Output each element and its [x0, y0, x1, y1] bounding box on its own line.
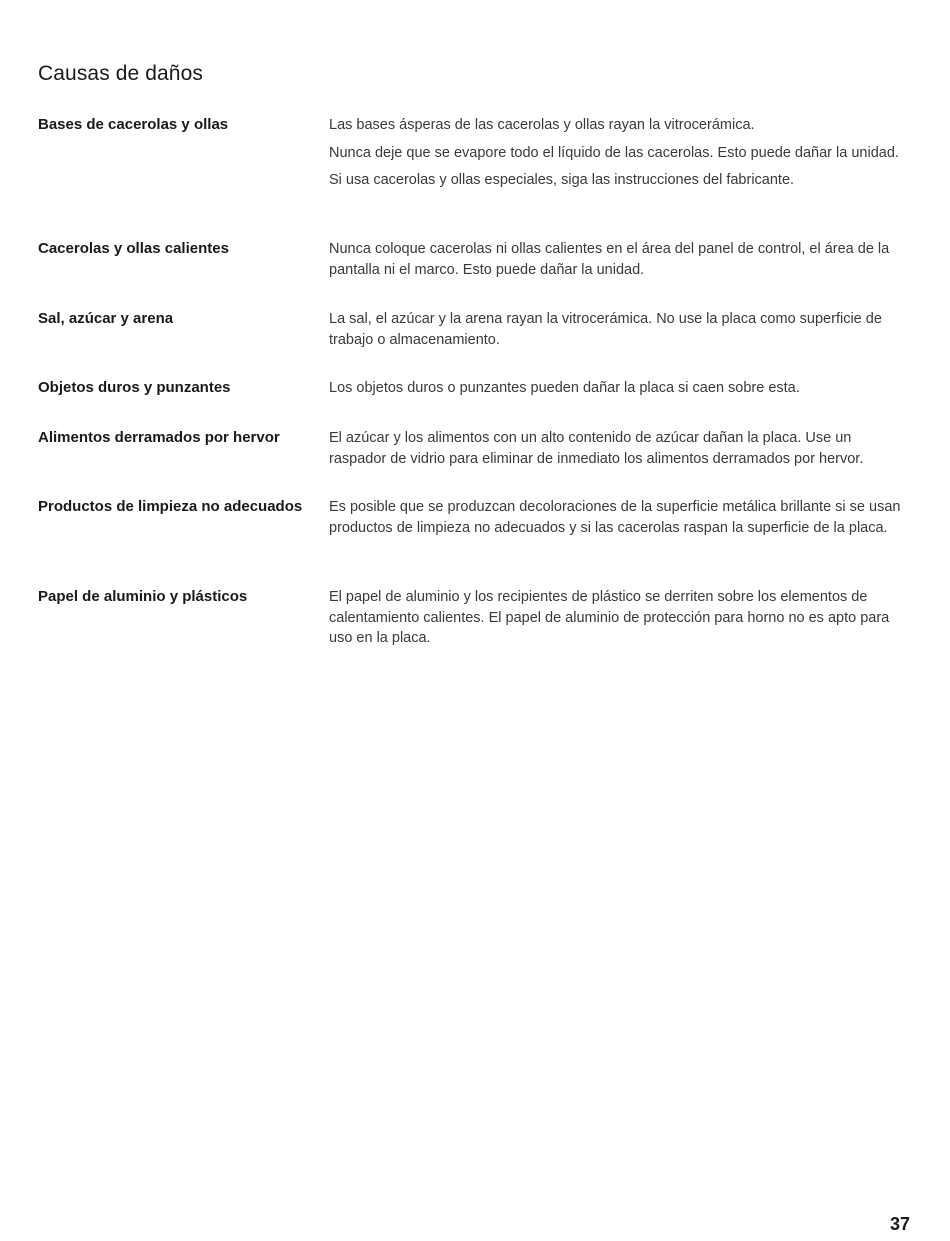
damage-cause-description	[329, 239, 909, 287]
description-paragraph: El azúcar y los alimentos con un alto contenido de azúcar dañan la placa. Use un raspador de vidrio para eliminar de inmediato los alimentos derramados por hervor.	[329, 430, 864, 467]
damage-cause-term: Alimentos derramados por hervor	[38, 429, 280, 446]
damage-cause-description	[329, 428, 909, 476]
damage-cause-term: Sal, azúcar y arena	[38, 310, 174, 327]
damage-cause-term: Objetos duros y punzantes	[38, 379, 231, 396]
damage-cause-term: Cacerolas y ollas calientes	[38, 240, 229, 257]
description-paragraph: Los objetos duros o punzantes pueden dañar la placa si caen sobre esta.	[329, 380, 800, 396]
description-paragraph: El papel de aluminio y los recipientes de plástico se derriten sobre los elementos de calentamiento calientes. El papel de aluminio de protección para horno no es apto para uso en la placa.	[329, 589, 890, 646]
page-title: Causas de daños	[38, 62, 203, 85]
description-paragraph: Es posible que se produzcan decoloraciones de la superficie metálica brillante si se usan productos de limpieza no adecuados y si las cacerolas raspan la superficie de la placa.	[329, 499, 901, 536]
description-paragraph: Las bases ásperas de las cacerolas y ollas rayan la vitrocerámica.	[329, 117, 755, 133]
damage-cause-term: Bases de cacerolas y ollas	[38, 116, 229, 133]
damage-cause-term: Productos de limpieza no adecuados	[38, 498, 303, 515]
damage-cause-term: Papel de aluminio y plásticos	[38, 588, 248, 605]
page-number: 37	[889, 1214, 910, 1234]
description-paragraph: Si usa cacerolas y ollas especiales, siga las instrucciones del fabricante.	[329, 172, 795, 188]
description-paragraph: Nunca deje que se evapore todo el líquido de las cacerolas. Esto puede dañar la unidad.	[329, 144, 899, 161]
damage-cause-description	[329, 309, 909, 357]
description-paragraph: La sal, el azúcar y la arena rayan la vitrocerámica. No use la placa como superficie de trabajo o almacenamiento.	[329, 311, 882, 348]
damage-cause-description	[329, 587, 909, 656]
damage-cause-description	[329, 497, 909, 545]
description-paragraph: Nunca coloque cacerolas ni ollas calientes en el área del panel de control, el área de la pantalla ni el marco. Esto puede dañar la unidad.	[329, 241, 890, 278]
damage-cause-description	[329, 378, 909, 406]
damage-cause-description	[329, 115, 909, 198]
